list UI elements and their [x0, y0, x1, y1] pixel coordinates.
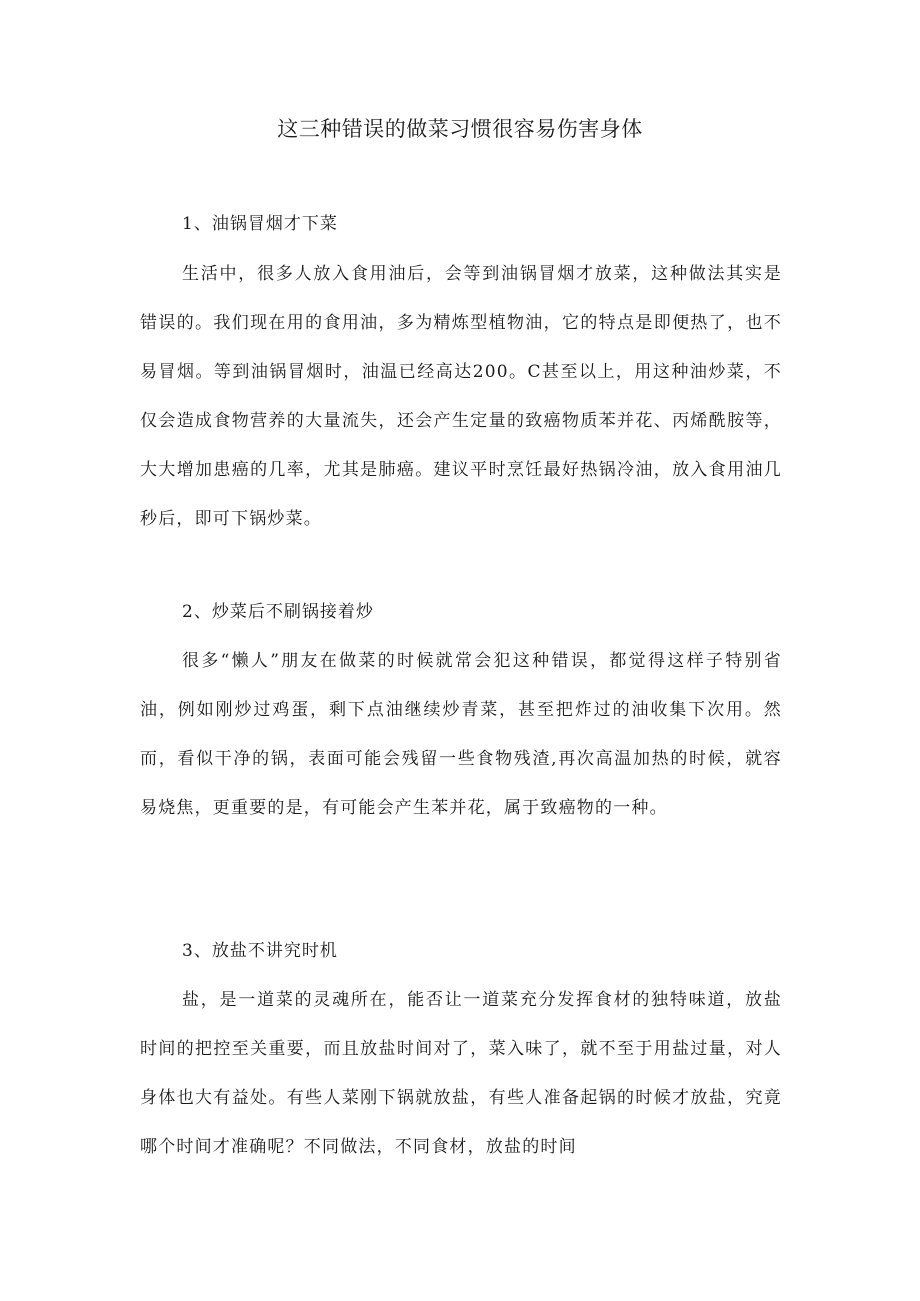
section-body-3: 盐，是一道菜的灵魂所在，能否让一道菜充分发挥食材的独特味道，放盐时间的把控至关重要，而且放盐时间对了，菜入味了，就不至于用盐过量，对人身体也大有益处。有些人菜刚下锅就放盐，有些人准备起锅的时候才放盐，究竟哪个时间才准确呢？不同做法，不同食材，放盐的时间	[140, 990, 782, 1157]
section-heading-3: 3、放盐不讲究时机	[182, 941, 338, 961]
section-heading-2: 2、炒菜后不刷锅接着炒	[182, 602, 374, 622]
section-body-2: 很多“懒人”朋友在做菜的时候就常会犯这种错误，都觉得这样子特别省油，例如刚炒过鸡蛋，剩下点油继续炒青菜，甚至把炸过的油收集下次用。然而，看似干净的锅，表面可能会残留一些食物残渣,再次高温加热的时候，就容易烧焦，更重要的是，有可能会产生苯并花，属于致癌物的一种。	[140, 651, 782, 818]
section-body-1: 生活中，很多人放入食用油后，会等到油锅冒烟才放菜，这种做法其实是错误的。我们现在用的食用油，多为精炼型植物油，它的特点是即便热了，也不易冒烟。等到油锅冒烟时，油温已经高达200。C甚至以上，用这种油炒菜，不仅会造成食物营养的大量流失，还会产生定量的致癌物质苯并花、丙烯酰胺等，大大增加患癌的几率，尤其是肺癌。建议平时烹饪最好热锅冷油，放入食用油几秒后，即可下锅炒菜。	[140, 264, 782, 529]
section-heading-1: 1、油锅冒烟才下菜	[182, 214, 338, 234]
document-title: 这三种错误的做菜习惯很容易伤害身体	[277, 117, 643, 141]
